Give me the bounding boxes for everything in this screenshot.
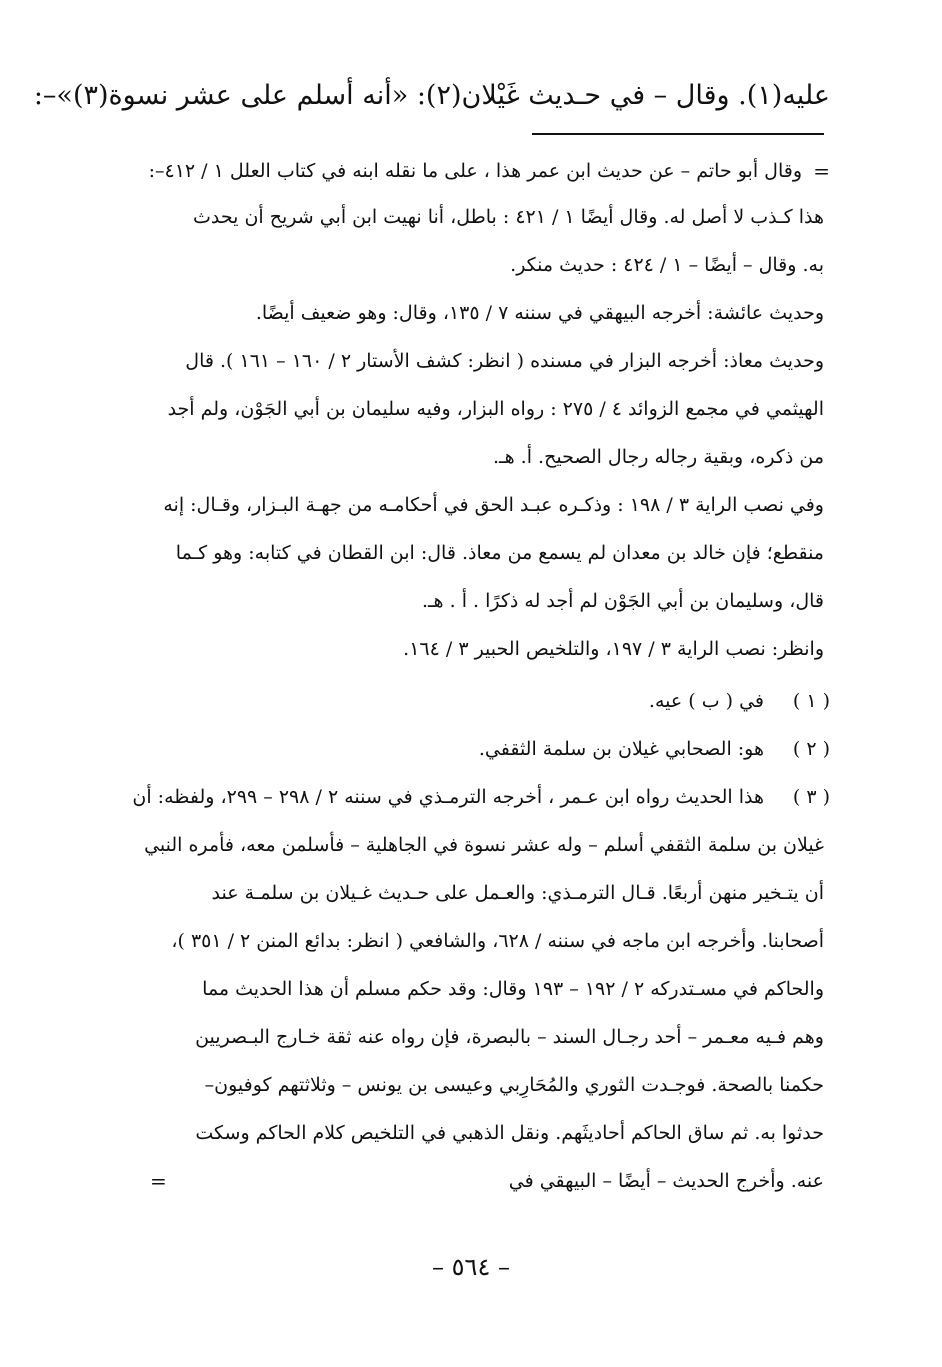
footnote-line: وحديث معاذ: أخرجه البزار في مسنده ( انظر: كشف الأستار ٢ / ١٦٠ – ١٦١ ). قال xyxy=(185,350,824,372)
main-text-line: عليه(١). وقال – في حـديث غَيْلان(٢): «أنه أسلم على عشر نسوة(٣)»–: xyxy=(33,80,830,111)
footnote-line: هو: الصحابي غيلان بن سلمة الثقفي. xyxy=(478,738,764,760)
footnote-separator xyxy=(532,133,824,135)
footnote-line: منقطع؛ فإن خالد بن معدان لم يسمع من معاذ. قال: ابن القطان في كتابه: وهو كـما xyxy=(175,542,824,564)
footnote-line: أن يتـخير منهن أربعًا. قـال الترمـذي: والعـمل على حـديث غـيلان بن سلمـة عند xyxy=(211,882,824,904)
footnote-line: حكمنا بالصحة. فوجـدت الثوري والمُحَارِبي وعيسى بن يونس – وثلاثتهم كوفيون– xyxy=(204,1074,824,1096)
footnote-line: وحديث عائشة: أخرجه البيهقي في سننه ٧ / ١٣٥، وقال: وهو ضعيف أيضًا. xyxy=(255,302,824,324)
footnote-line: وفي نصب الراية ٣ / ١٩٨ : وذكـره عبـد الحق في أحكامـه من جهـة البـزار، وقـال: إنه xyxy=(163,494,824,516)
footnote-line: هذا كـذب لا أصل له. وقال أيضًا ١ / ٤٢١ : باطل، أنا نهيت ابن أبي شريح أن يحدث xyxy=(193,206,824,228)
footnote-line: والحاكم في مسـتدركه ٢ / ١٩٢ – ١٩٣ وقال: وقد حكم مسلم أن هذا الحديث مما xyxy=(202,978,824,1000)
footnote-line: وانظر: نصب الراية ٣ / ١٩٧، والتلخيص الحبير ٣ / ١٦٤. xyxy=(403,638,824,660)
footnote-line: الهيثمي في مجمع الزوائد ٤ / ٢٧٥ : رواه البزار، وفيه سليمان بن أبي الجَوْن، ولم أجد xyxy=(167,398,824,420)
footnote-line: قال، وسليمان بن أبي الجَوْن لم أجد له ذكرًا . أ . هـ. xyxy=(421,590,824,612)
footnote-line: هذا الحديث رواه ابن عـمر ، أخرجه الترمـذي في سننه ٢ / ٢٩٨ – ٢٩٩، ولفظه: أن xyxy=(132,786,764,808)
footnote-line: أصحابنا. وأخرجه ابن ماجه في سننه / ٦٢٨، والشافعي ( انظر: بدائع المنن ٢ / ٣٥١ )، xyxy=(171,930,824,952)
footnote-number: ( ١ ) xyxy=(792,690,830,712)
footnote-line: عنه. وأخرج الحديث – أيضًا – البيهقي في xyxy=(508,1170,824,1192)
footnote-line: حدثوا به. ثم ساق الحاكم أحاديثَهم. ونقل الذهبي في التلخيص كلام الحاكم وسكت xyxy=(195,1122,824,1144)
footnote-line: في ( ب ) عيه. xyxy=(648,690,764,712)
footnote-line: غيلان بن سلمة الثقفي أسلم – وله عشر نسوة في الجاهلية – فأسلمن معه، فأمره النبي xyxy=(144,834,824,856)
footnote-number: ( ٣ ) xyxy=(792,786,830,808)
footnote-number: ( ٢ ) xyxy=(792,738,830,760)
footnote-line: وقال أبو حاتم – عن حديث ابن عمر هذا ، على ما نقله ابنه في كتاب العلل ١ / ٤١٢–: xyxy=(148,160,802,182)
footnote-line: به. وقال – أيضًا – ١ / ٤٢٤ : حديث منكر. xyxy=(510,254,824,276)
footnote-line: وهم فـيه معـمر – أحد رجـال السند – بالبصرة، فإن رواه عنه ثقة خـارج البـصريين xyxy=(195,1026,824,1048)
footnote-line: من ذكره، وبقية رجاله رجال الصحيح. أ. هـ. xyxy=(493,446,824,468)
page-number: – ٥٦٤ – xyxy=(432,1253,510,1281)
footnote-continuation-marker: = xyxy=(150,1169,167,1193)
footnote-continuation-marker: = xyxy=(813,159,830,183)
